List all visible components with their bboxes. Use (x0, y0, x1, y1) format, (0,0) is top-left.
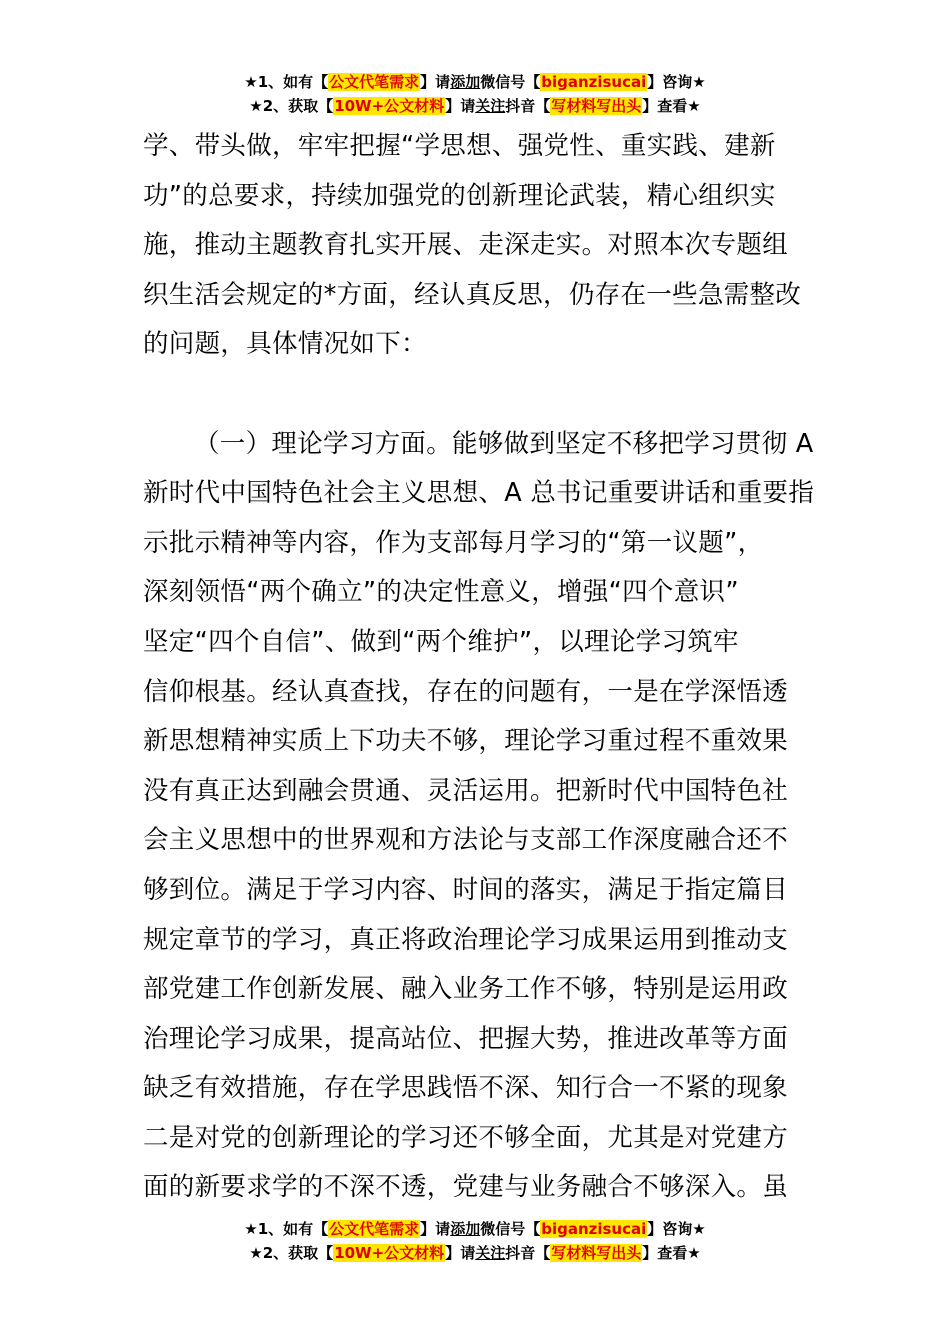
banner-text: ★2、获取【 (249, 1244, 334, 1262)
paragraph-2 (143, 420, 815, 1214)
text-line: 缺乏有效措施，存在学思践悟不深、知行合一不紧的现象 (143, 1073, 789, 1104)
banner-highlight: 写材料写出头 (551, 97, 642, 115)
text-line: 够到位。满足于学习内容、时间的落实，满足于指定篇目 (143, 874, 789, 905)
text-line: 新思想精神实质上下功夫不够，理论学习重过程不重效果 (143, 726, 789, 757)
banner-highlight: biganzisucai (541, 1220, 647, 1238)
document-body (143, 122, 815, 1213)
text-line: 新时代中国特色社会主义思想、A 总书记重要讲话和重要指 (143, 478, 815, 509)
banner-highlight: 公文代笔需求 (329, 1220, 420, 1238)
footer-banner-line-1 (0, 1217, 950, 1241)
banner-text: 微信号【 (480, 73, 541, 91)
banner-text: 】咨询★ (647, 73, 706, 91)
paragraph-1 (143, 122, 809, 370)
banner-text: 】查看★ (642, 97, 701, 115)
header-banner (0, 70, 950, 118)
text-line: 部党建工作创新发展、融入业务工作不够，特别是运用政 (143, 974, 789, 1005)
paragraph-gap (143, 370, 809, 420)
banner-text: 】请 (420, 73, 451, 91)
text-line: 施，推动主题教育扎实开展、走深走实。对照本次专题组 (143, 230, 789, 261)
banner-highlight: 10W+公文材料 (334, 97, 445, 115)
banner-text: ★2、获取【 (249, 97, 334, 115)
banner-highlight: 公文代笔需求 (329, 73, 420, 91)
banner-text: 】查看★ (642, 1244, 701, 1262)
banner-text: 微信号【 (480, 1220, 541, 1238)
text-line: 的问题，具体情况如下： (143, 329, 427, 360)
text-line: 面的新要求学的不深不透，党建与业务融合不够深入。虽 (143, 1172, 789, 1203)
text-line: 示批示精神等内容，作为支部每月学习的“第一议题”， (143, 527, 764, 558)
banner-text: 抖音【 (505, 97, 551, 115)
text-line: 织生活会规定的*方面，经认真反思，仍存在一些急需整改 (143, 279, 802, 310)
footer-banner-line-2 (0, 1241, 950, 1265)
text-line: 功”的总要求，持续加强党的创新理论武装，精心组织实 (143, 180, 776, 211)
banner-highlight: 10W+公文材料 (334, 1244, 445, 1262)
text-line: 二是对党的创新理论的学习还不够全面，尤其是对党建方 (143, 1122, 789, 1153)
banner-text: 抖音【 (505, 1244, 551, 1262)
banner-highlight: 写材料写出头 (551, 1244, 642, 1262)
text-line: 信仰根基。经认真查找，存在的问题有，一是在学深悟透 (143, 676, 789, 707)
banner-text: ★1、如有【 (244, 1220, 329, 1238)
banner-text: 】咨询★ (647, 1220, 706, 1238)
footer-banner (0, 1217, 950, 1265)
banner-highlight: biganzisucai (541, 73, 647, 91)
banner-text: ★1、如有【 (244, 73, 329, 91)
banner-underline: 关注 (475, 1244, 506, 1262)
text-line: 深刻领悟“两个确立”的决定性意义，增强“四个意识” (143, 577, 739, 608)
text-line: 会主义思想中的世界观和方法论与支部工作深度融合还不 (143, 825, 789, 856)
banner-underline: 添加 (450, 73, 481, 91)
banner-text: 】请 (420, 1220, 451, 1238)
header-banner-line-2 (0, 94, 950, 118)
banner-text: 】请 (445, 97, 476, 115)
banner-underline: 关注 (475, 97, 506, 115)
text-line: 规定章节的学习，真正将政治理论学习成果运用到推动支 (143, 924, 789, 955)
text-line: （一）理论学习方面。能够做到坚定不移把学习贯彻 A (194, 428, 814, 459)
banner-underline: 添加 (450, 1220, 481, 1238)
banner-text: 】请 (445, 1244, 476, 1262)
text-line: 学、带头做，牢牢把握“学思想、强党性、重实践、建新 (143, 131, 776, 161)
header-banner-line-1 (0, 70, 950, 94)
text-line: 没有真正达到融会贯通、灵活运用。把新时代中国特色社 (143, 775, 789, 806)
text-line: 坚定“四个自信”、做到“两个维护”，以理论学习筑牢 (143, 626, 739, 657)
text-line: 治理论学习成果，提高站位、把握大势，推进改革等方面 (143, 1023, 789, 1054)
